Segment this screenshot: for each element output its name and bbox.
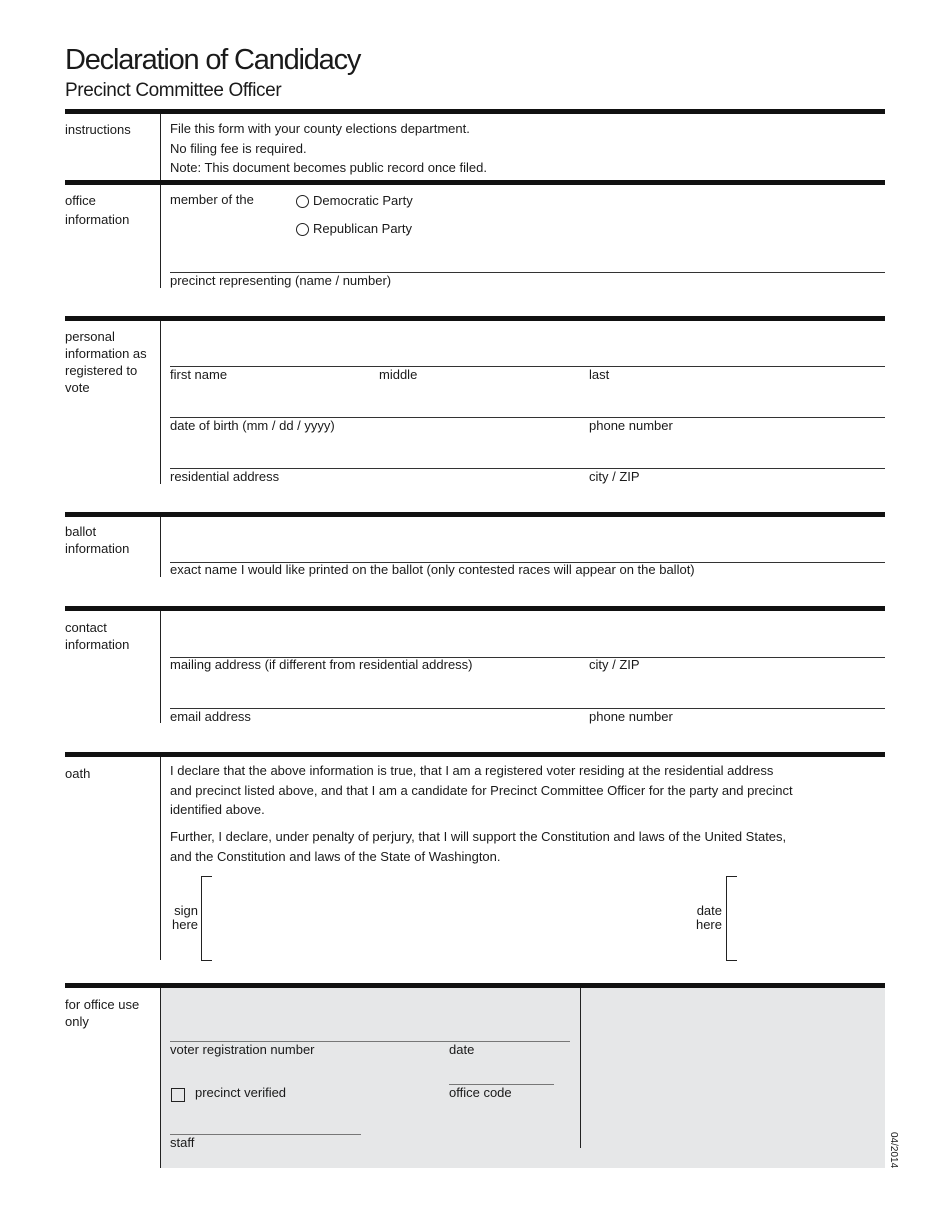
email-input[interactable] xyxy=(170,688,584,708)
bracket-tick xyxy=(726,876,737,877)
section-divider xyxy=(65,606,885,611)
field-line xyxy=(170,1134,361,1135)
section-divider xyxy=(65,512,885,517)
dob-input[interactable] xyxy=(170,397,584,417)
personal-info-label: personal information as registered to vote xyxy=(65,329,147,395)
staff-label: staff xyxy=(170,1135,195,1150)
oath-date-input[interactable] xyxy=(730,905,884,931)
bracket-tick xyxy=(201,960,212,961)
middle-name-input[interactable] xyxy=(379,346,583,366)
column-divider xyxy=(160,114,161,180)
field-line xyxy=(170,708,885,709)
republican-party-radio[interactable] xyxy=(296,223,309,236)
email-label: email address xyxy=(170,709,251,724)
sign-word: sign xyxy=(174,903,198,918)
mailing-address-input[interactable] xyxy=(170,637,584,657)
mailing-address-label: mailing address (if different from residential address) xyxy=(170,657,473,672)
contact-phone-label: phone number xyxy=(589,709,673,724)
voter-registration-label: voter registration number xyxy=(170,1042,315,1057)
page-title: Declaration of Candidacy xyxy=(65,44,361,76)
republican-party-label: Republican Party xyxy=(313,221,412,236)
democratic-party-radio[interactable] xyxy=(296,195,309,208)
page-subtitle: Precinct Committee Officer xyxy=(65,80,282,101)
sign-here-label xyxy=(172,904,198,932)
staff-input[interactable] xyxy=(170,1114,364,1134)
member-of-label: member of the xyxy=(170,192,254,207)
date-bracket xyxy=(726,876,727,961)
contact-phone-input[interactable] xyxy=(589,688,887,708)
precinct-verified-checkbox[interactable] xyxy=(171,1088,185,1102)
last-name-label: last xyxy=(589,367,610,382)
middle-name-label: middle xyxy=(379,367,418,382)
section-divider xyxy=(65,180,885,185)
signature-area[interactable] xyxy=(203,877,683,960)
bracket-tick xyxy=(726,960,737,961)
voter-registration-input[interactable] xyxy=(170,1021,444,1041)
field-line xyxy=(170,366,885,367)
mailing-city-zip-input[interactable] xyxy=(589,637,887,657)
ballot-name-label: exact name I would like printed on the ballot (only contested races will appear on the ballot) xyxy=(170,562,695,577)
dob-label: date of birth (mm / dd / yyyy) xyxy=(170,418,335,433)
column-divider xyxy=(160,321,161,484)
republican-party-option[interactable] xyxy=(296,221,412,237)
column-divider xyxy=(160,611,161,723)
column-divider xyxy=(160,517,161,577)
column-divider xyxy=(160,988,161,1168)
ballot-name-input[interactable] xyxy=(170,542,888,562)
instruction-line: Note: This document becomes public record once filed. xyxy=(170,160,487,175)
oath-line: and the Constitution and laws of the State of Washington. xyxy=(170,848,501,864)
last-name-input[interactable] xyxy=(589,346,887,366)
oath-paragraph-2 xyxy=(170,827,880,866)
office-date-input[interactable] xyxy=(449,1021,573,1041)
first-name-label: first name xyxy=(170,367,228,382)
ballot-info-label: ballot information xyxy=(65,524,130,556)
date-here-label xyxy=(690,904,722,932)
office-code-label: office code xyxy=(449,1085,512,1100)
mailing-city-zip-label: city / ZIP xyxy=(589,657,640,672)
city-zip-input[interactable] xyxy=(589,448,887,468)
instructions-label: instructions xyxy=(65,122,131,137)
instructions-text xyxy=(170,119,487,178)
oath-line: identified above. xyxy=(170,802,265,817)
precinct-label: precinct representing (name / number) xyxy=(170,273,392,288)
precinct-verified-label: precinct verified xyxy=(195,1085,287,1100)
phone-label: phone number xyxy=(589,418,673,433)
here-word: here xyxy=(695,917,722,932)
residential-address-label: residential address xyxy=(170,469,280,484)
signature-bracket xyxy=(201,876,202,961)
oath-line: I declare that the above information is true, that I am a registered voter residing at the residential address xyxy=(170,763,774,778)
office-date-label: date xyxy=(449,1042,475,1057)
section-divider xyxy=(65,316,885,321)
democratic-party-label: Democratic Party xyxy=(313,193,413,208)
section-divider xyxy=(65,109,885,114)
oath-line: Further, I declare, under penalty of perjury, that I will support the Constitution and laws of the United States, xyxy=(170,829,787,844)
oath-label: oath xyxy=(65,766,91,781)
precinct-input[interactable] xyxy=(170,252,888,272)
here-word: here xyxy=(172,917,199,932)
phone-input[interactable] xyxy=(589,397,887,417)
residential-address-input[interactable] xyxy=(170,448,584,468)
oath-paragraph-1 xyxy=(170,761,880,820)
instruction-line: File this form with your county elections department. xyxy=(170,121,470,136)
city-zip-label: city / ZIP xyxy=(589,469,640,484)
office-use-label: for office use only xyxy=(65,997,140,1029)
column-divider xyxy=(160,757,161,960)
first-name-input[interactable] xyxy=(170,346,374,366)
democratic-party-option[interactable] xyxy=(296,193,413,209)
office-use-divider xyxy=(580,988,581,1148)
instruction-line: No filing fee is required. xyxy=(170,140,307,156)
section-divider xyxy=(65,752,885,757)
contact-info-label: contact information xyxy=(65,620,130,652)
date-word: date xyxy=(696,903,722,918)
column-divider xyxy=(160,185,161,288)
office-info-label: office information xyxy=(65,193,130,227)
revision-date: 04/2014 xyxy=(888,1132,899,1169)
oath-line: and precinct listed above, and that I am a candidate for Precinct Committee Officer for the party and precinct xyxy=(170,782,793,798)
office-code-input[interactable] xyxy=(449,1064,557,1084)
